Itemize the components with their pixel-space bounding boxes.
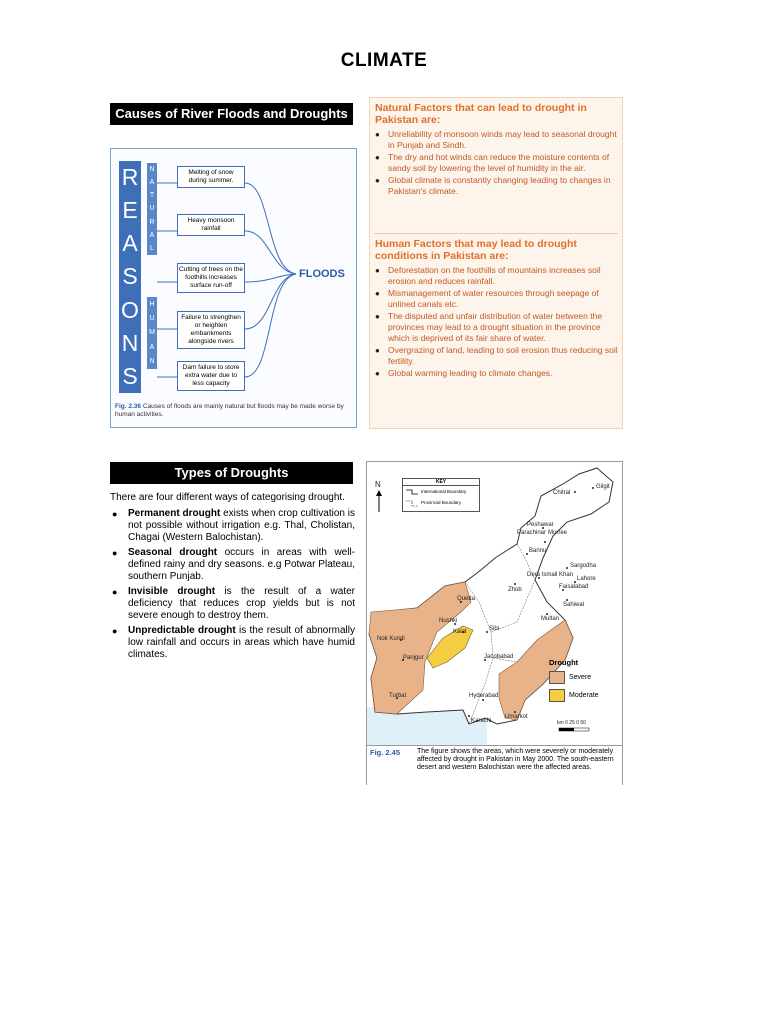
city-label: Karachi (471, 718, 492, 724)
city-label: Hyderabad (469, 693, 499, 699)
human-letter: M (149, 329, 155, 337)
legend-label-moderate: Moderate (569, 692, 599, 699)
list-item (128, 547, 355, 583)
reason-box-monsoon-rainfall: Heavy monsoon rainfall (177, 214, 245, 236)
drought-term: Invisible drought (128, 586, 216, 597)
reasons-letter: O (121, 296, 139, 323)
map-caption (367, 745, 622, 785)
types-of-droughts-text (110, 492, 355, 664)
city-label: Sargodha (570, 563, 597, 569)
map-scale-label: km 0 25 0 50 (557, 720, 586, 726)
list-item: ● Mismanagement of water resources through seepage of unlined canals etc. (388, 288, 618, 310)
provincial-boundary-key: Provincial Boundary (421, 500, 462, 505)
city-label: Sahiwal (563, 602, 585, 608)
city-label: Zhob (508, 587, 522, 593)
causes-section-header: Causes of River Floods and Droughts (110, 103, 353, 125)
list-item: ● Unreliability of monsoon winds may lead to seasonal drought in Punjab and Sindh. (388, 129, 618, 151)
human-factors-block (370, 238, 622, 380)
city-label: Turbat (389, 693, 407, 699)
city-label: Nok Kundi (377, 636, 405, 642)
reasons-letter: R (121, 164, 139, 191)
city-label: Jacobabad (484, 654, 514, 660)
factors-divider (374, 233, 618, 234)
natural-letter: T (149, 192, 155, 200)
legend-swatch-severe (549, 671, 565, 684)
city-label: Gilgit (596, 484, 610, 490)
city-label: Parachinar (517, 530, 547, 536)
city-label: Sibi (489, 626, 500, 632)
legend-row-moderate (549, 689, 617, 702)
diagram-caption-text: Causes of floods are mainly natural but floods may be made worse by human activities. (115, 403, 344, 418)
list-item (128, 508, 355, 544)
list-item: ● Global climate is constantly changing leading to changes in Pakistan's climate. (388, 175, 618, 197)
boundary-key-icon (406, 488, 420, 510)
human-letter: U (149, 315, 155, 323)
city-label: Faisalabad (559, 584, 589, 590)
city-label: Peshawar (527, 522, 554, 528)
drought-term: Seasonal drought (128, 547, 218, 558)
map-key (402, 478, 480, 512)
human-letter: A (149, 343, 155, 351)
city-label: Chitral (553, 490, 571, 496)
list-item (128, 586, 355, 622)
city-label: Panjgur (403, 655, 424, 661)
drought-definition: is the result of abnormally low rainfall and occurs in areas which have humid climates. (128, 625, 355, 660)
city-label: Kalat (453, 629, 467, 635)
floods-label: FLOODS (299, 268, 345, 280)
city-label: Umarkot (505, 714, 528, 720)
reason-box-embankments: Failure to strengthen or heighten embankments alongside rivers (177, 311, 245, 349)
natural-letter: A (149, 179, 155, 187)
reason-box-dam-failure: Dam failure to store extra water due to less capacity (177, 361, 245, 391)
list-item: ● Overgrazing of land, leading to soil erosion thus reducing soil fertility. (388, 345, 618, 367)
city-label: Bannu (529, 548, 547, 554)
diagram-caption-fig: Fig. 2.36 (115, 403, 142, 410)
drought-map-figure (366, 461, 623, 785)
drought-factors-panel (369, 97, 623, 429)
page-title: CLIMATE (340, 50, 428, 71)
north-arrow-label: N (375, 480, 381, 489)
reasons-letter: S (122, 362, 138, 389)
map-caption-text: The figure shows the areas, which were severely or moderately affected by drought in Pakistan in May 2000. The south-eastern desert and western Balochistan were the affected areas. (417, 748, 614, 771)
floods-reasons-diagram (110, 148, 357, 428)
drought-legend (549, 658, 617, 707)
drought-term: Unpredictable drought (128, 625, 236, 636)
drought-definition: is the result of a water deficiency that reduces crop yields but is not severe enough to destroy them. (128, 586, 355, 621)
list-item: ● The disputed and unfair distribution of water between the provinces may lead to a drought situation in the province which is deprived of its fair share of water. (388, 311, 618, 344)
natural-factors-block (370, 102, 622, 198)
human-factors-title: Human Factors that may lead to drought conditions in Pakistan are: (375, 238, 577, 262)
reasons-letter: E (122, 197, 138, 224)
reasons-letter: N (121, 329, 139, 356)
reason-box-deforestation: Cutting of trees on the foothills increases surface run-off (177, 263, 245, 293)
list-item (128, 625, 355, 661)
city-label: Multan (541, 616, 560, 622)
legend-label-severe: Severe (569, 674, 592, 681)
natural-letter: L (150, 244, 154, 252)
drought-term: Permanent drought (128, 508, 221, 519)
diagram-caption (115, 403, 351, 419)
human-factors-list (370, 265, 622, 379)
list-item: ● Global warming leading to climate changes. (388, 368, 618, 379)
international-boundary-key: International Boundary (421, 489, 467, 494)
map-caption-fig: Fig. 2.45 (370, 748, 401, 757)
city-label: Dera Ismail Khan (527, 572, 574, 578)
list-item: ● The dry and hot winds can reduce the moisture contents of sandy soil by lowering the level of humidity in the air. (388, 152, 618, 174)
natural-factors-title: Natural Factors that can lead to drought in Pakistan are: (375, 102, 587, 126)
types-intro: There are four different ways of categorising drought. (110, 492, 345, 503)
list-item: ● Deforestation on the foothills of mountains increases soil erosion and reduces rainfall. (388, 265, 618, 287)
drought-definition: occurs in areas with well-defined rainy and dry seasons. e.g Potwar Plateau, southern Punjab. (128, 547, 356, 582)
human-letter: H (149, 300, 155, 308)
reason-box-snow-melting: Melting of snow during summer. (177, 166, 245, 188)
city-label: Murree (548, 530, 568, 536)
city-label: Nushki (439, 618, 458, 624)
natural-letter: R (149, 218, 155, 226)
natural-letter: N (149, 166, 155, 174)
reasons-letter: S (122, 263, 138, 290)
reasons-letter: A (122, 230, 138, 257)
city-label: Quetta (457, 596, 476, 602)
natural-letter: A (149, 231, 155, 239)
types-list (110, 508, 355, 661)
types-section-header: Types of Droughts (110, 462, 353, 484)
legend-title: Drought (549, 658, 579, 667)
drought-definition: exists when crop cultivation is not possible without irrigation e.g. Thal, Cholistan, Chagai (Western Balochistan). (128, 508, 355, 543)
city-label: Lahore (577, 576, 596, 582)
human-letter: N (149, 358, 155, 366)
natural-factors-list (370, 129, 622, 197)
legend-row-severe (549, 671, 617, 684)
natural-letter: U (149, 205, 155, 213)
legend-swatch-moderate (549, 689, 565, 702)
map-key-title: KEY (403, 479, 479, 486)
